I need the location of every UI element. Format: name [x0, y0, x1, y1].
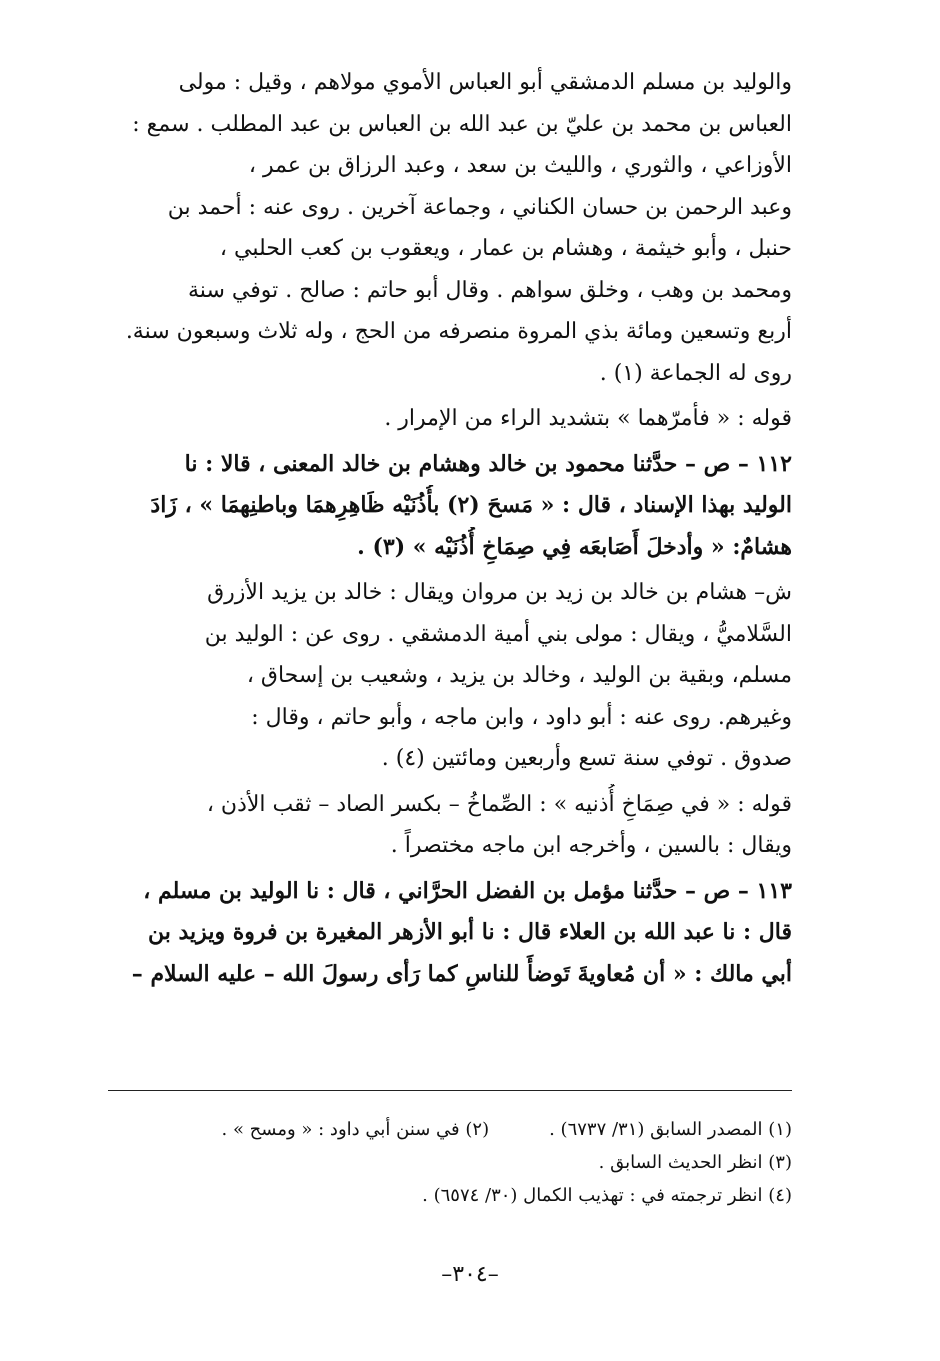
text-line: صدوق . توفي سنة تسع وأربعين ومائتين (٤) .: [381, 746, 792, 771]
paragraph-hadith-113: [108, 871, 792, 996]
footnote-2: (٢) في سنن أبي داود : « ومسح » .: [221, 1119, 490, 1140]
footnote-row: [108, 1113, 792, 1146]
paragraph-walid-biography: [108, 62, 792, 394]
main-text: [108, 62, 792, 995]
text-line: مسلم، وبقية بن الوليد ، وخالد بن يزيد ، وشعيب بن إسحاق ،: [246, 663, 792, 688]
text-line: السَّلاميُّ ، ويقال : مولى بني أمية الدمشقي . روى عن : الوليد بن: [204, 621, 792, 647]
text-line: وعبد الرحمن بن حسان الكناني ، وجماعة آخرين . روى عنه : أحمد بن: [167, 194, 792, 220]
paragraph-hadith-112: [108, 444, 792, 569]
text-line: قوله : « في صِمَاخِ أُذنيه » : الصِّماخُ – بكسر الصاد – ثقب الأذن ،: [206, 791, 792, 817]
footnote-1: (١) المصدر السابق (٣١/ ٦٧٣٧) .: [549, 1119, 792, 1140]
text-line: هشامٌ: « وأدخلَ أَصَابعَه فِي صِمَاخِ أُذُنَيْه » (٣) .: [357, 533, 792, 560]
text-line: أربع وتسعين ومائة بذي المروة منصرفه من الحج ، وله ثلاث وسبعون سنة.: [125, 319, 792, 344]
text-line: ش– هشام بن خالد بن زيد بن مروان ويقال : خالد بن يزيد الأزرق: [207, 580, 792, 605]
footnote-row: [108, 1179, 792, 1212]
text-line: وغيرهم. روى عنه : أبو داود ، وابن ماجه ، وأبو حاتم ، وقال :: [251, 704, 792, 730]
footnote-4: (٤) انظر ترجمته في : تهذيب الكمال (٣٠/ ٦٥٧٤) .: [422, 1185, 792, 1206]
text-line: حنبل ، وأبو خيثمة ، وهشام بن عمار ، ويعقوب بن كعب الحلبي ،: [219, 236, 792, 261]
text-line: ١١٣ – ص – حدَّثنا مؤمل بن الفضل الحرَّاني ، قال : نا الوليد بن مسلم ،: [143, 877, 792, 904]
footnotes: [108, 1090, 792, 1212]
text-line: ١١٢ – ص – حدَّثنا محمود بن خالد وهشام بن خالد المعنى ، قالا : نا: [184, 450, 792, 477]
text-line: قال : نا عبد الله بن العلاء قال : نا أبو الأزهر المغيرة بن فروة ويزيد بن: [147, 919, 792, 945]
footnote-3: (٣) انظر الحديث السابق .: [598, 1152, 792, 1173]
page-number: –٣٠٤–: [441, 1262, 499, 1287]
text-line: ومحمد بن وهب ، وخلق سواهم . وقال أبو حاتم : صالح . توفي سنة: [188, 277, 792, 303]
text-line: الوليد بهذا الإسناد ، قال : « مَسحَ (٢) بأُذُنَيْه ظَاهِرِهمَا وباطنِهمَا » ، زَادَ: [150, 492, 792, 518]
text-line: ويقال : بالسين ، وأخرجه ابن ماجه مختصراً .: [390, 833, 792, 858]
text-line: أبي مالك : « أن مُعاويةَ تَوضأَ للناسِ كما رَأى رسولَ الله – عليه السلام –: [131, 960, 792, 987]
footnote-row: [108, 1146, 792, 1179]
text-line: والوليد بن مسلم الدمشقي أبو العباس الأموي مولاهم ، وقيل : مولى: [178, 70, 792, 95]
text-line: العباس بن محمد بن عليّ بن عبد الله بن العباس بن عبد المطلب . سمع :: [132, 111, 792, 137]
paragraph-hisham-biography: [108, 572, 792, 780]
text-line: قوله : « فأمرّهما » بتشديد الراء من الإمرار .: [384, 406, 792, 431]
paragraph-commentary-amarrahuma: [108, 398, 792, 440]
text-line: الأوزاعي ، والثوري ، والليث بن سعد ، وعبد الرزاق بن عمر ،: [248, 153, 792, 178]
text-line: روى له الجماعة (١) .: [599, 360, 792, 386]
paragraph-commentary-simakh: [108, 784, 792, 867]
